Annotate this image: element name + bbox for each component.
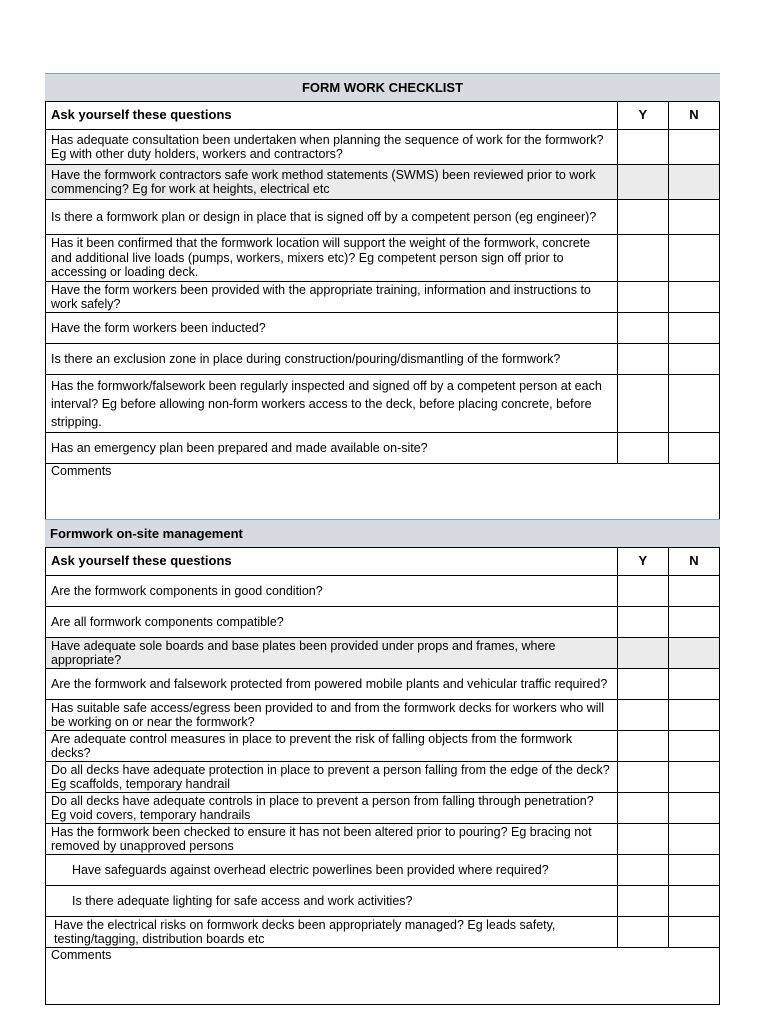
question-text: Is there adequate lighting for safe access and work activities? bbox=[46, 886, 618, 917]
no-cell[interactable] bbox=[668, 375, 719, 433]
table-row bbox=[46, 700, 720, 731]
yes-cell[interactable] bbox=[617, 282, 668, 313]
question-text: Has an emergency plan been prepared and made available on-site? bbox=[46, 433, 618, 464]
yes-cell[interactable] bbox=[617, 638, 668, 669]
yes-cell[interactable] bbox=[617, 576, 668, 607]
section1-title: FORM WORK CHECKLIST bbox=[45, 73, 720, 102]
no-cell[interactable] bbox=[668, 855, 719, 886]
no-cell[interactable] bbox=[668, 576, 719, 607]
section2-table bbox=[45, 547, 720, 1005]
table-row bbox=[46, 200, 720, 235]
table-row bbox=[46, 638, 720, 669]
table-row bbox=[46, 375, 720, 433]
yes-cell[interactable] bbox=[617, 855, 668, 886]
yes-cell[interactable] bbox=[617, 669, 668, 700]
no-cell[interactable] bbox=[668, 731, 719, 762]
section2-title: Formwork on-site management bbox=[45, 519, 720, 547]
no-cell[interactable] bbox=[668, 607, 719, 638]
question-text: Have safeguards against overhead electric powerlines been provided where required? bbox=[46, 855, 618, 886]
no-cell[interactable] bbox=[668, 669, 719, 700]
no-cell[interactable] bbox=[668, 344, 719, 375]
question-text: Has adequate consultation been undertaken when planning the sequence of work for the formwork? Eg with other duty holders, workers and contractors? bbox=[46, 130, 618, 165]
no-header: N bbox=[668, 102, 719, 130]
table-row bbox=[46, 731, 720, 762]
question-text: Do all decks have adequate protection in place to prevent a person falling from the edge of the deck? Eg scaffolds, temporary handrail bbox=[46, 762, 618, 793]
yes-cell[interactable] bbox=[617, 235, 668, 282]
no-cell[interactable] bbox=[668, 282, 719, 313]
yes-header: Y bbox=[617, 102, 668, 130]
no-cell[interactable] bbox=[668, 886, 719, 917]
no-cell[interactable] bbox=[668, 917, 719, 948]
question-text: Has suitable safe access/egress been provided to and from the formwork decks for workers who will be working on or near the formwork? bbox=[46, 700, 618, 731]
table-row bbox=[46, 130, 720, 165]
table-row bbox=[46, 313, 720, 344]
question-text: Are all formwork components compatible? bbox=[46, 607, 618, 638]
yes-header: Y bbox=[617, 548, 668, 576]
table-row bbox=[46, 235, 720, 282]
table-row bbox=[46, 282, 720, 313]
table-row bbox=[46, 607, 720, 638]
yes-cell[interactable] bbox=[617, 917, 668, 948]
table-row bbox=[46, 576, 720, 607]
question-text: Has the formwork been checked to ensure it has not been altered prior to pouring? Eg bracing not removed by unapproved persons bbox=[46, 824, 618, 855]
yes-cell[interactable] bbox=[617, 700, 668, 731]
yes-cell[interactable] bbox=[617, 731, 668, 762]
yes-cell[interactable] bbox=[617, 824, 668, 855]
no-cell[interactable] bbox=[668, 638, 719, 669]
no-cell[interactable] bbox=[668, 824, 719, 855]
table-row bbox=[46, 165, 720, 200]
question-text: Is there an exclusion zone in place during construction/pouring/dismantling of the formwork? bbox=[46, 344, 618, 375]
no-cell[interactable] bbox=[668, 433, 719, 464]
section1-table bbox=[45, 101, 720, 520]
yes-cell[interactable] bbox=[617, 200, 668, 235]
table-row bbox=[46, 824, 720, 855]
no-cell[interactable] bbox=[668, 200, 719, 235]
yes-cell[interactable] bbox=[617, 313, 668, 344]
no-cell[interactable] bbox=[668, 793, 719, 824]
no-cell[interactable] bbox=[668, 165, 719, 200]
table-row bbox=[46, 793, 720, 824]
table-row bbox=[46, 669, 720, 700]
question-text: Has the formwork/falsework been regularly inspected and signed off by a competent person at each interval? Eg before allowing non-form workers access to the deck, before placing concrete, before stripping. bbox=[46, 375, 618, 433]
question-text: Are the formwork and falsework protected from powered mobile plants and vehicular traffic required? bbox=[46, 669, 618, 700]
table-row bbox=[46, 917, 720, 948]
table-row bbox=[46, 344, 720, 375]
yes-cell[interactable] bbox=[617, 886, 668, 917]
question-text: Have the electrical risks on formwork decks been appropriately managed? Eg leads safety, testing/tagging, distribution boards etc bbox=[46, 917, 618, 948]
no-header: N bbox=[668, 548, 719, 576]
question-text: Have the form workers been provided with the appropriate training, information and instructions to work safely? bbox=[46, 282, 618, 313]
no-cell[interactable] bbox=[668, 130, 719, 165]
section1-header-row bbox=[46, 102, 720, 130]
yes-cell[interactable] bbox=[617, 793, 668, 824]
comments-field[interactable]: Comments bbox=[46, 948, 720, 1005]
no-cell[interactable] bbox=[668, 313, 719, 344]
yes-cell[interactable] bbox=[617, 762, 668, 793]
yes-cell[interactable] bbox=[617, 607, 668, 638]
question-text: Are the formwork components in good condition? bbox=[46, 576, 618, 607]
question-text: Has it been confirmed that the formwork location will support the weight of the formwork, concrete and additional live loads (pumps, workers, mixers etc)? Eg competent person sign off prior to accessing or loading deck. bbox=[46, 235, 618, 282]
yes-cell[interactable] bbox=[617, 165, 668, 200]
question-text: Are adequate control measures in place to prevent the risk of falling objects from the formwork decks? bbox=[46, 731, 618, 762]
no-cell[interactable] bbox=[668, 762, 719, 793]
table-row bbox=[46, 855, 720, 886]
question-text: Have the form workers been inducted? bbox=[46, 313, 618, 344]
comments-field[interactable]: Comments bbox=[46, 464, 720, 520]
question-text: Have the formwork contractors safe work method statements (SWMS) been reviewed prior to work commencing? Eg for work at heights, electrical etc bbox=[46, 165, 618, 200]
yes-cell[interactable] bbox=[617, 433, 668, 464]
table-row bbox=[46, 886, 720, 917]
question-header: Ask yourself these questions bbox=[46, 548, 618, 576]
no-cell[interactable] bbox=[668, 700, 719, 731]
table-row bbox=[46, 762, 720, 793]
no-cell[interactable] bbox=[668, 235, 719, 282]
comments-row bbox=[46, 464, 720, 520]
question-header: Ask yourself these questions bbox=[46, 102, 618, 130]
question-text: Have adequate sole boards and base plates been provided under props and frames, where appropriate? bbox=[46, 638, 618, 669]
question-text: Do all decks have adequate controls in place to prevent a person from falling through penetration? Eg void covers, temporary handrails bbox=[46, 793, 618, 824]
question-text: Is there a formwork plan or design in place that is signed off by a competent person (eg engineer)? bbox=[46, 200, 618, 235]
section2-header-row bbox=[46, 548, 720, 576]
yes-cell[interactable] bbox=[617, 375, 668, 433]
yes-cell[interactable] bbox=[617, 344, 668, 375]
comments-row bbox=[46, 948, 720, 1005]
table-row bbox=[46, 433, 720, 464]
yes-cell[interactable] bbox=[617, 130, 668, 165]
